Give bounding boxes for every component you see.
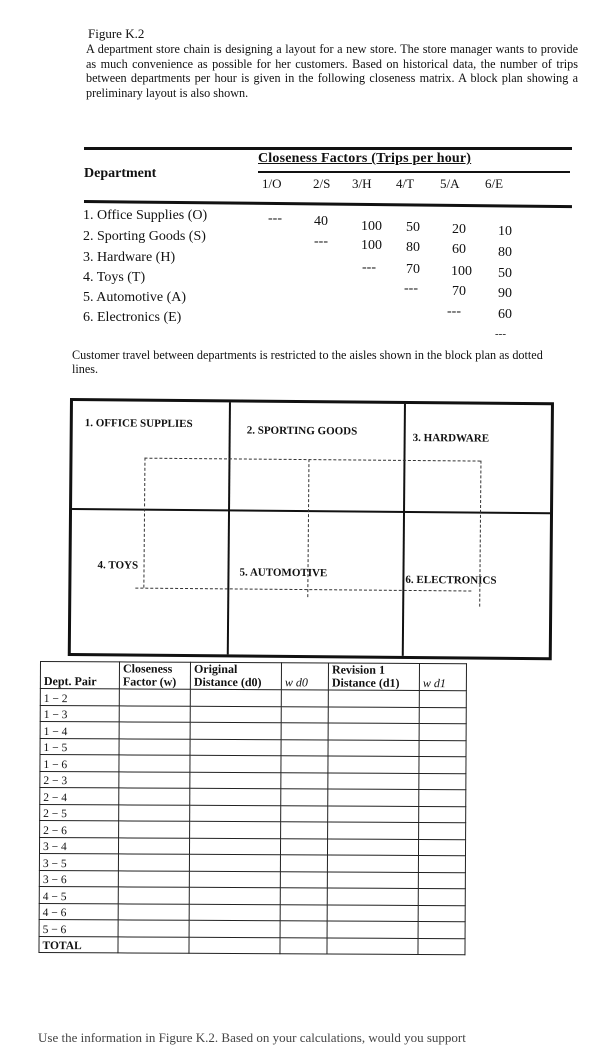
cell-w[interactable]: [119, 755, 190, 772]
cell-wd0[interactable]: [281, 706, 328, 723]
col-header-5: 5/A: [440, 176, 460, 191]
matrix-cell: 80: [498, 245, 512, 260]
cell-d1[interactable]: [327, 905, 418, 922]
cell-w[interactable]: [119, 722, 190, 739]
pair-label: 2 − 6: [40, 821, 119, 838]
calculation-table: [38, 661, 467, 955]
block-hardware: 3. HARDWARE: [412, 431, 490, 445]
department-row-4: 4. Toys (T): [83, 270, 146, 285]
cell-wd0-total[interactable]: [280, 937, 327, 954]
cell-d0[interactable]: [189, 904, 280, 921]
department-header: Department: [84, 166, 157, 181]
pair-label: 3 − 6: [39, 870, 118, 887]
col-header-3: 3/H: [352, 176, 372, 191]
cell-d1[interactable]: [328, 789, 419, 806]
travel-note: Customer travel between departments is restricted to the aisles shown in the block plan as dotted lines.: [72, 348, 543, 376]
figure-label: Figure K.2: [88, 26, 145, 41]
block-automotive: 5. AUTOMOTIVE: [239, 566, 328, 580]
matrix-top-rule: [84, 147, 572, 150]
cell-d0[interactable]: [189, 871, 280, 888]
department-row-5: 5. Automotive (A): [83, 290, 187, 305]
footer-question: Use the information in Figure K.2. Based on your calculations, would you support: [38, 1030, 466, 1045]
cell-d0[interactable]: [190, 821, 281, 838]
cell-wd0[interactable]: [281, 723, 328, 740]
cell-d0[interactable]: [189, 854, 280, 871]
cell-d1[interactable]: [328, 690, 419, 707]
cell-d0[interactable]: [190, 772, 281, 789]
block-sporting-goods: 2. SPORTING GOODS: [246, 424, 358, 438]
matrix-cell: ---: [362, 260, 376, 275]
cell-wd0[interactable]: [281, 772, 328, 789]
pair-label: 5 − 6: [39, 919, 118, 936]
cell-d0[interactable]: [190, 755, 281, 772]
matrix-cell: ---: [495, 328, 506, 340]
pair-label: 1 − 5: [40, 738, 119, 755]
matrix-cell: 60: [452, 242, 466, 257]
cell-wd0[interactable]: [280, 838, 327, 855]
matrix-cell: 70: [452, 284, 466, 299]
block-divider-vertical: [402, 404, 406, 656]
cell-d0[interactable]: [190, 689, 281, 706]
cell-w[interactable]: [119, 771, 190, 788]
cell-w[interactable]: [118, 920, 189, 937]
header-w-d0: w d0: [281, 663, 328, 690]
matrix-cell: 20: [452, 222, 466, 237]
matrix-cell: 60: [498, 307, 512, 322]
cell-wd1[interactable]: [418, 855, 465, 872]
cell-wd0[interactable]: [281, 739, 328, 756]
cell-d1-total[interactable]: [327, 938, 418, 955]
cell-w[interactable]: [119, 738, 190, 755]
matrix-cell: 70: [406, 262, 420, 277]
cell-wd1[interactable]: [419, 822, 466, 839]
cell-wd1[interactable]: [419, 740, 466, 757]
header-dept-pair: Dept. Pair: [40, 662, 119, 689]
cell-wd1[interactable]: [419, 806, 466, 823]
cell-wd0[interactable]: [280, 855, 327, 872]
cell-d0[interactable]: [189, 838, 280, 855]
cell-w[interactable]: [119, 821, 190, 838]
cell-wd1[interactable]: [418, 905, 465, 922]
cell-wd0[interactable]: [280, 888, 327, 905]
cell-d1[interactable]: [328, 773, 419, 790]
cell-wd1[interactable]: [419, 707, 466, 724]
cell-d1[interactable]: [328, 723, 419, 740]
cell-wd1[interactable]: [418, 839, 465, 856]
cell-d0-total[interactable]: [189, 937, 280, 954]
pair-label: 2 − 4: [40, 788, 119, 805]
cell-w[interactable]: [119, 788, 190, 805]
cell-d1[interactable]: [327, 839, 418, 856]
pair-label: 2 − 3: [40, 771, 119, 788]
cell-w[interactable]: [119, 804, 190, 821]
header-original-distance: Original Distance (d0): [190, 662, 281, 689]
total-row: [39, 936, 465, 955]
col-header-4: 4/T: [396, 176, 415, 191]
pair-label: 4 − 6: [39, 903, 118, 920]
cell-d1[interactable]: [328, 756, 419, 773]
cell-w[interactable]: [119, 689, 190, 706]
cell-d1[interactable]: [328, 740, 419, 757]
cell-d0[interactable]: [189, 887, 280, 904]
cell-w[interactable]: [118, 870, 189, 887]
block-plan: [68, 398, 554, 660]
cell-d0[interactable]: [190, 706, 281, 723]
cell-wd1[interactable]: [419, 756, 466, 773]
cell-d1[interactable]: [328, 806, 419, 823]
cell-wd0[interactable]: [281, 756, 328, 773]
cell-d1[interactable]: [328, 707, 419, 724]
block-electronics: 6. ELECTRONICS: [405, 573, 497, 587]
cell-d0[interactable]: [190, 739, 281, 756]
aisle-left: [143, 458, 145, 588]
cell-d1[interactable]: [328, 822, 419, 839]
cell-wd1-total[interactable]: [418, 938, 465, 955]
intro-paragraph: A department store chain is designing a layout for a new store. The store manager wants to provide as much convenience as possible for her customers. Based on historical data, the number of trips between departments per hour is given in the following closeness matrix. A block plan showing a preliminary layout is also shown.: [86, 42, 578, 100]
cell-w[interactable]: [118, 837, 189, 854]
col-header-2: 2/S: [313, 176, 331, 191]
col-header-6: 6/E: [485, 176, 504, 191]
cell-w-total[interactable]: [118, 936, 189, 953]
cell-d0[interactable]: [189, 920, 280, 937]
cell-wd0[interactable]: [280, 921, 327, 938]
block-office-supplies: 1. OFFICE SUPPLIES: [84, 417, 193, 431]
pair-label: 3 − 4: [39, 837, 118, 854]
aisle-top: [144, 458, 480, 462]
matrix-cell: 100: [451, 264, 472, 279]
department-row-1: 1. Office Supplies (O): [83, 208, 208, 223]
cell-wd0[interactable]: [280, 871, 327, 888]
pair-label: 2 − 5: [40, 804, 119, 821]
cell-d1[interactable]: [327, 888, 418, 905]
matrix-cell: ---: [404, 281, 418, 296]
block-toys: 4. TOYS: [97, 559, 139, 572]
cell-w[interactable]: [118, 854, 189, 871]
cell-w[interactable]: [118, 887, 189, 904]
cell-w[interactable]: [118, 903, 189, 920]
pair-label: 1 − 4: [40, 722, 119, 739]
cell-wd1[interactable]: [418, 888, 465, 905]
matrix-cell: 100: [361, 219, 382, 234]
cell-wd1[interactable]: [418, 921, 465, 938]
cell-w[interactable]: [119, 705, 190, 722]
pair-label: 1 − 6: [40, 755, 119, 772]
pair-label: 1 − 3: [40, 705, 119, 722]
header-closeness-factor: Closeness Factor (w): [119, 662, 190, 689]
header-w-d1: w d1: [419, 663, 466, 690]
cell-wd1[interactable]: [419, 690, 466, 707]
matrix-cell: ---: [447, 304, 461, 319]
col-header-1: 1/O: [262, 176, 282, 191]
cell-d0[interactable]: [190, 722, 281, 739]
cell-wd0[interactable]: [281, 789, 328, 806]
cell-d1[interactable]: [327, 872, 418, 889]
closeness-factors-title: Closeness Factors (Trips per hour): [258, 151, 472, 166]
matrix-cell: 50: [406, 220, 420, 235]
pair-label: 4 − 5: [39, 886, 118, 903]
cell-wd0[interactable]: [281, 822, 328, 839]
matrix-cell: 40: [314, 214, 328, 229]
pair-label: 1 − 2: [40, 689, 119, 706]
cell-wd0[interactable]: [280, 904, 327, 921]
department-row-3: 3. Hardware (H): [83, 250, 176, 265]
cell-wd1[interactable]: [419, 789, 466, 806]
factors-underline: [258, 171, 570, 173]
department-row-6: 6. Electronics (E): [83, 310, 182, 325]
aisle-bottom: [135, 588, 471, 592]
matrix-cell: 100: [361, 238, 382, 253]
cell-wd1[interactable]: [419, 723, 466, 740]
cell-d0[interactable]: [190, 788, 281, 805]
matrix-cell: 90: [498, 286, 512, 301]
cell-d1[interactable]: [327, 855, 418, 872]
pair-label: 3 − 5: [39, 854, 118, 871]
cell-d1[interactable]: [327, 921, 418, 938]
matrix-cell: 10: [498, 224, 512, 239]
matrix-cell: 80: [406, 240, 420, 255]
cell-wd1[interactable]: [418, 872, 465, 889]
cell-wd0[interactable]: [281, 690, 328, 707]
block-divider-vertical: [227, 402, 231, 654]
department-row-2: 2. Sporting Goods (S): [83, 229, 206, 244]
matrix-cell: 50: [498, 266, 512, 281]
cell-wd1[interactable]: [419, 773, 466, 790]
cell-wd0[interactable]: [281, 805, 328, 822]
matrix-cell: ---: [314, 234, 328, 249]
header-revision-distance: Revision 1 Distance (d1): [328, 663, 419, 690]
cell-d0[interactable]: [190, 805, 281, 822]
matrix-cell: ---: [268, 211, 282, 226]
total-label: TOTAL: [39, 936, 118, 953]
